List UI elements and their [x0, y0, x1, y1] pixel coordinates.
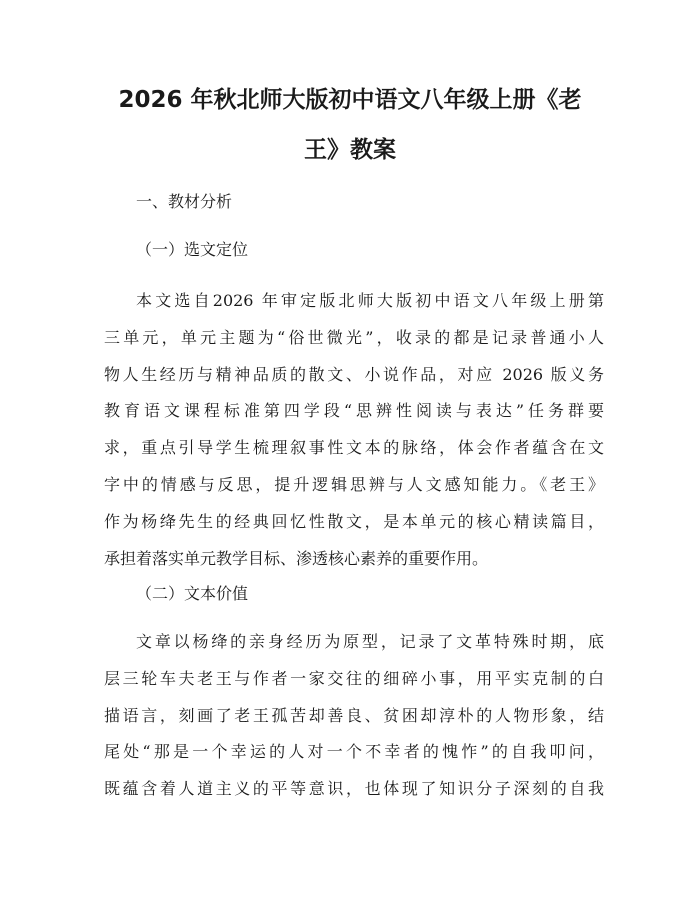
document-title-line-2: 王》教案 — [304, 137, 396, 163]
paragraph-line: 尾处“那是一个幸运的人对一个不幸者的愧怍”的自我叩问， — [104, 742, 604, 762]
paragraph-line: 本文选自2026 年审定版北师大版初中语文八年级上册第 — [136, 291, 604, 310]
paragraph-text-positioning — [104, 283, 604, 577]
paragraph-line: 承担着落实单元教学目标、渗透核心素养的重要作用。 — [104, 548, 489, 568]
paragraph-line: 既蕴含着人道主义的平等意识，也体现了知识分子深刻的自我 — [104, 779, 604, 799]
paragraph-line: 文章以杨绛的亲身经历为原型，记录了文革特殊时期，底 — [136, 632, 604, 651]
subsection-heading-text-value: （二）文本价值 — [136, 584, 249, 603]
subsection-heading-text-positioning: （一）选文定位 — [136, 240, 249, 259]
paragraph-text-value — [104, 624, 604, 808]
paragraph-line: 三单元，单元主题为“俗世微光”，收录的都是记录普通小人 — [104, 327, 604, 347]
paragraph-line: 教育语文课程标准第四学段“思辨性阅读与表达”任务群要 — [104, 401, 604, 421]
paragraph-line: 作为杨绛先生的经典回忆性散文，是本单元的核心精读篇目， — [104, 511, 604, 531]
paragraph-line: 物人生经历与精神品质的散文、小说作品，对应 2026 版义务 — [104, 364, 604, 384]
document-title-line-1: 2026 年秋北师大版初中语文八年级上册《老 — [118, 87, 582, 113]
section-heading-textbook-analysis: 一、教材分析 — [136, 192, 233, 211]
paragraph-line: 描语言，刻画了老王孤苦却善良、贫困却淳朴的人物形象，结 — [104, 705, 604, 725]
paragraph-line: 字中的情感与反思，提升逻辑思辨与人文感知能力。《老王》 — [104, 474, 604, 494]
paragraph-line: 求，重点引导学生梳理叙事性文本的脉络，体会作者蕴含在文 — [104, 438, 604, 458]
paragraph-line: 层三轮车夫老王与作者一家交往的细碎小事，用平实克制的白 — [104, 668, 604, 688]
